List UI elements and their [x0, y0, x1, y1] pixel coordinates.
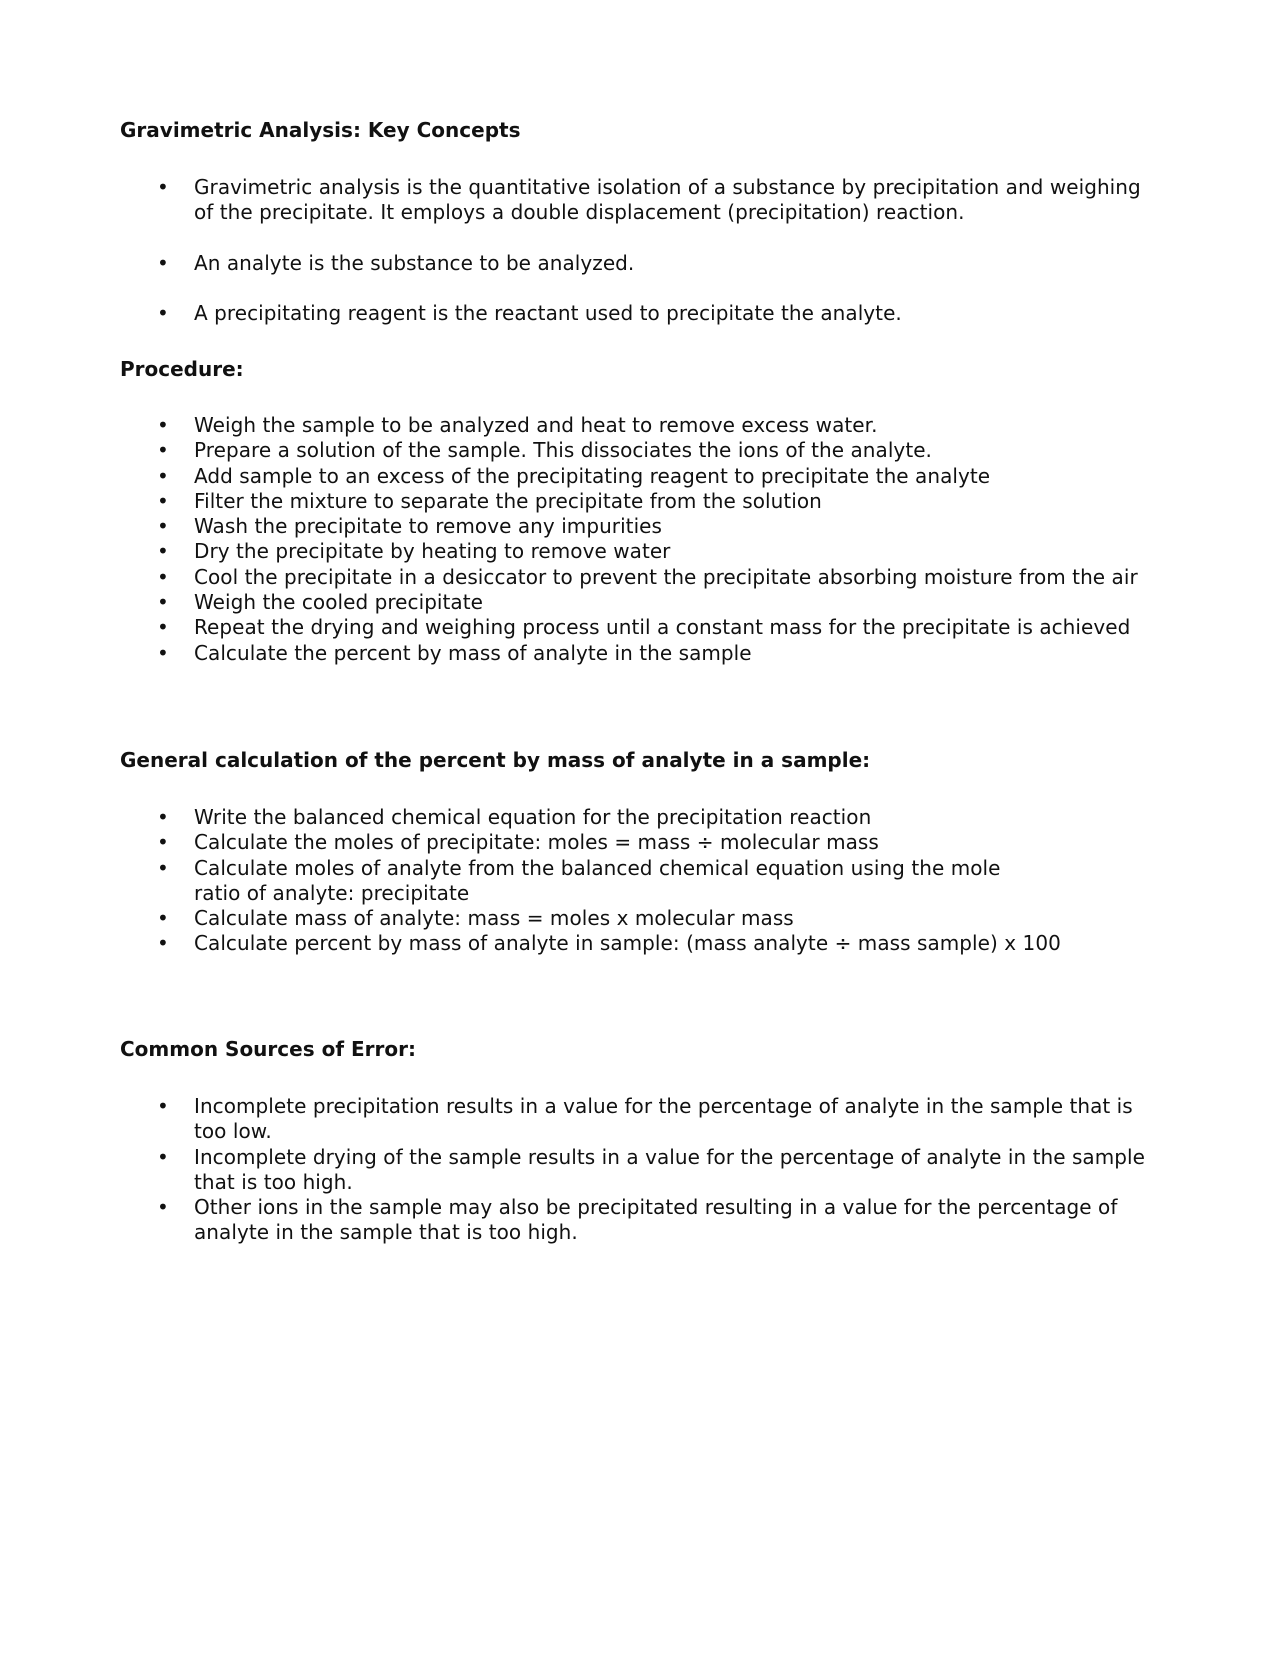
bullet-icon: •	[157, 590, 169, 615]
list-item: • Weigh the sample to be analyzed and heat to remove excess water.	[157, 413, 878, 437]
bullet-icon: •	[157, 413, 169, 437]
list-item: • Incomplete drying of the sample results in a value for the percentage of analyte in the sample that is too high.	[157, 1144, 1145, 1194]
bullet-icon: •	[157, 1094, 169, 1118]
list-item: • Calculate mass of analyte: mass = moles x molecular mass	[157, 906, 794, 931]
bullet-icon: •	[157, 300, 169, 325]
list-item: • Write the balanced chemical equation for the precipitation reaction	[157, 805, 872, 829]
list-item: • Dry the precipitate by heating to remove water	[157, 539, 671, 564]
bullet-icon: •	[157, 1195, 169, 1220]
list-item: • Filter the mixture to separate the precipitate from the solution	[157, 488, 822, 513]
list-item: • Prepare a solution of the sample. This dissociates the ions of the analyte.	[157, 438, 932, 463]
errors-heading: Common Sources of Error:	[120, 1037, 416, 1061]
calculation-list	[0, 805, 1280, 957]
procedure-list	[0, 413, 1280, 666]
list-item: • Other ions in the sample may also be precipitated resulting in a value for the percentage of analyte in the sample that is too high.	[157, 1195, 1118, 1245]
procedure-heading: Procedure:	[120, 357, 244, 381]
list-item: • Calculate the moles of precipitate: moles = mass ÷ molecular mass	[157, 830, 879, 855]
list-item: • Calculate moles of analyte from the balanced chemical equation using the mole ratio of analyte: precipitate	[157, 855, 1001, 905]
list-item: • Repeat the drying and weighing process until a constant mass for the precipitate is achieved	[157, 615, 1131, 640]
list-item: • Weigh the cooled precipitate	[157, 590, 483, 615]
bullet-icon: •	[157, 931, 169, 956]
key-concepts-heading: Gravimetric Analysis: Key Concepts	[120, 118, 521, 142]
list-item: • Wash the precipitate to remove any impurities	[157, 514, 663, 539]
bullet-icon: •	[157, 615, 169, 640]
calculation-heading: General calculation of the percent by mass of analyte in a sample:	[120, 748, 871, 772]
errors-list	[0, 1094, 1280, 1246]
bullet-icon: •	[157, 438, 169, 463]
list-item: • Calculate percent by mass of analyte in sample: (mass analyte ÷ mass sample) x 100	[157, 931, 1061, 956]
bullet-icon: •	[157, 514, 169, 539]
bullet-icon: •	[157, 175, 169, 199]
bullet-icon: •	[157, 250, 169, 275]
list-item: • Add sample to an excess of the precipitating reagent to precipitate the analyte	[157, 463, 991, 488]
list-item: • Gravimetric analysis is the quantitative isolation of a substance by precipitation and weighing of the precipitate. It employs a double displacement (precipitation) reaction.	[157, 175, 1141, 225]
bullet-icon: •	[157, 539, 169, 564]
bullet-icon: •	[157, 564, 169, 589]
bullet-icon: •	[157, 906, 169, 931]
bullet-icon: •	[157, 855, 169, 880]
bullet-icon: •	[157, 488, 169, 513]
bullet-icon: •	[157, 1144, 169, 1169]
list-item: • Cool the precipitate in a desiccator to prevent the precipitate absorbing moisture from the air	[157, 564, 1138, 589]
list-item: • Incomplete precipitation results in a value for the percentage of analyte in the sample that is too low.	[157, 1094, 1133, 1144]
key-concepts-list	[0, 175, 1280, 326]
list-item: • An analyte is the substance to be analyzed.	[157, 250, 635, 275]
bullet-icon: •	[157, 640, 169, 665]
list-item: • A precipitating reagent is the reactant used to precipitate the analyte.	[157, 300, 902, 325]
bullet-icon: •	[157, 463, 169, 488]
list-item: • Calculate the percent by mass of analyte in the sample	[157, 640, 752, 665]
bullet-icon: •	[157, 805, 169, 829]
bullet-icon: •	[157, 830, 169, 855]
